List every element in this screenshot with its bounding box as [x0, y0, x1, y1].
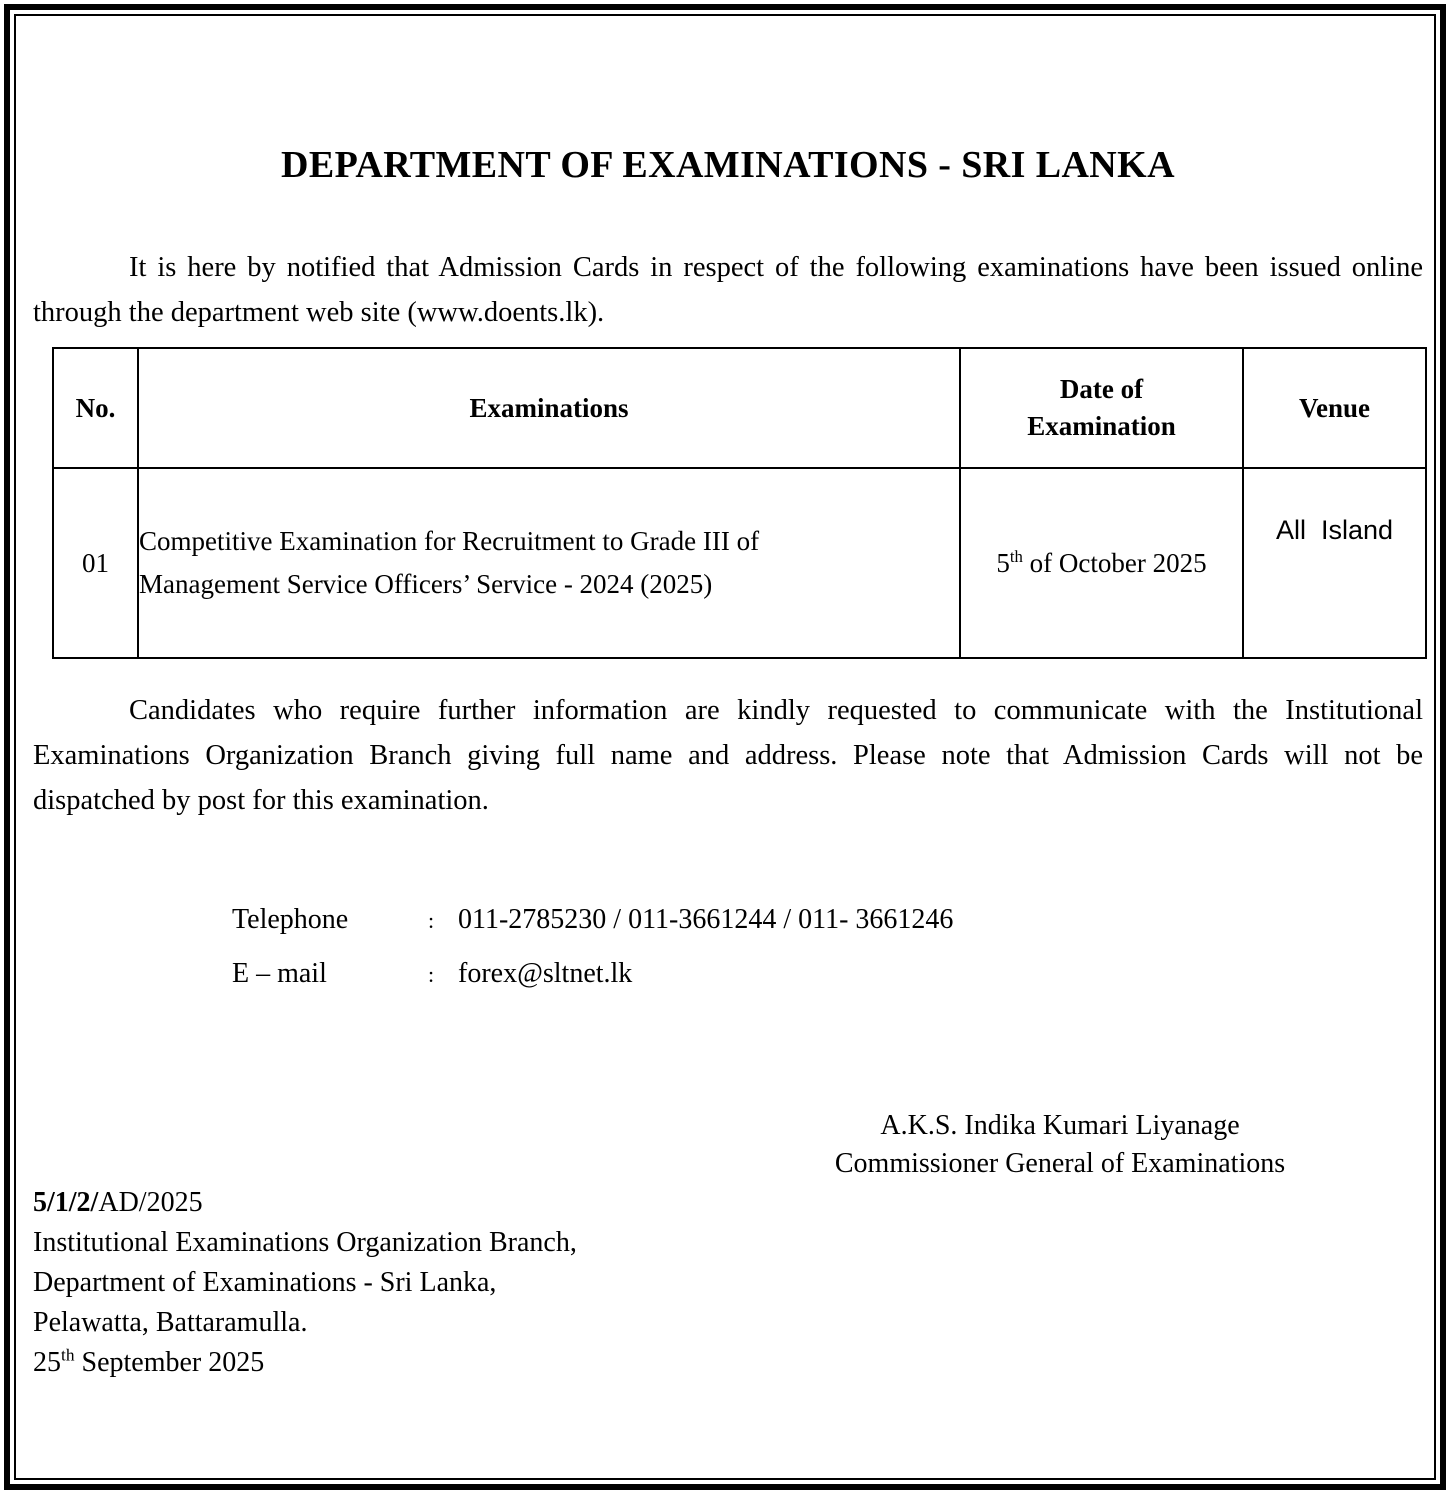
- email-colon: :: [428, 962, 435, 987]
- address-line-1: Institutional Examinations Organization Branch,: [33, 1227, 577, 1258]
- column-header-examinations: Examinations: [138, 348, 960, 468]
- issue-date: [33, 1343, 577, 1383]
- column-header-no: No.: [53, 348, 138, 468]
- cell-date-rest: of October 2025: [1022, 547, 1207, 578]
- further-info-paragraph-text: Candidates who require further information are kindly requested to communicate with the Institutional Examinations Organization Branch giving full name and address. Please note that Admission Cards will not be dispatched by post for this examination.: [33, 695, 1423, 816]
- cell-venue: [1243, 468, 1426, 658]
- telephone-colon: :: [428, 908, 435, 933]
- signature-block: [700, 1107, 1420, 1183]
- column-header-date-line1: Date of: [1059, 374, 1144, 404]
- email-value: forex@sltnet.lk: [458, 958, 633, 989]
- email-label: E – mail: [232, 958, 327, 989]
- cell-date-of-examination: [960, 468, 1243, 658]
- issue-date-ordinal: th: [61, 1345, 75, 1365]
- column-header-date-of-examination: [960, 348, 1243, 468]
- contact-row-telephone: [232, 893, 953, 947]
- column-header-date-line2: Examination: [1027, 411, 1176, 441]
- telephone-label: Telephone: [232, 904, 349, 935]
- issue-date-day: 25: [33, 1347, 61, 1378]
- signatory-designation: Commissioner General of Examinations: [834, 1148, 1286, 1179]
- reference-number: [33, 1183, 577, 1223]
- contact-row-email: [232, 947, 953, 1001]
- column-header-venue: Venue: [1243, 348, 1426, 468]
- intro-paragraph-text: It is here by notified that Admission Cards in respect of the following examinations have been issued online through the department web site (www.doents.lk).: [33, 252, 1423, 328]
- address-line-2: Department of Examinations - Sri Lanka,: [33, 1267, 497, 1298]
- cell-examination: [138, 468, 960, 658]
- cell-examination-line2: Management Service Officers’ Service - 2024 (2025): [139, 569, 713, 599]
- telephone-value: 011-2785230 / 011-3661244 / 011- 3661246: [458, 904, 954, 935]
- cell-examination-line1: Competitive Examination for Recruitment to Grade III of: [139, 526, 760, 556]
- contact-block: [232, 893, 953, 1001]
- cell-date-day: 5: [996, 547, 1010, 578]
- cell-venue-text: All Island: [1275, 515, 1394, 545]
- intro-paragraph: [33, 245, 1423, 335]
- table-header-row: [53, 348, 1426, 468]
- issue-date-rest: September 2025: [74, 1347, 265, 1378]
- address-block: [33, 1183, 577, 1383]
- signatory-name: A.K.S. Indika Kumari Liyanage: [880, 1110, 1240, 1141]
- table-row: [53, 468, 1426, 658]
- reference-number-prefix: 5/1/2/: [33, 1187, 99, 1218]
- address-line-3: Pelawatta, Battaramulla.: [33, 1307, 308, 1338]
- cell-no: 01: [53, 468, 138, 658]
- further-info-paragraph: [33, 688, 1423, 823]
- reference-number-suffix: AD/2025: [98, 1187, 203, 1218]
- page-title: DEPARTMENT OF EXAMINATIONS - SRI LANKA: [281, 144, 1175, 186]
- cell-date-ordinal: th: [1009, 546, 1023, 566]
- examinations-table: [52, 347, 1427, 659]
